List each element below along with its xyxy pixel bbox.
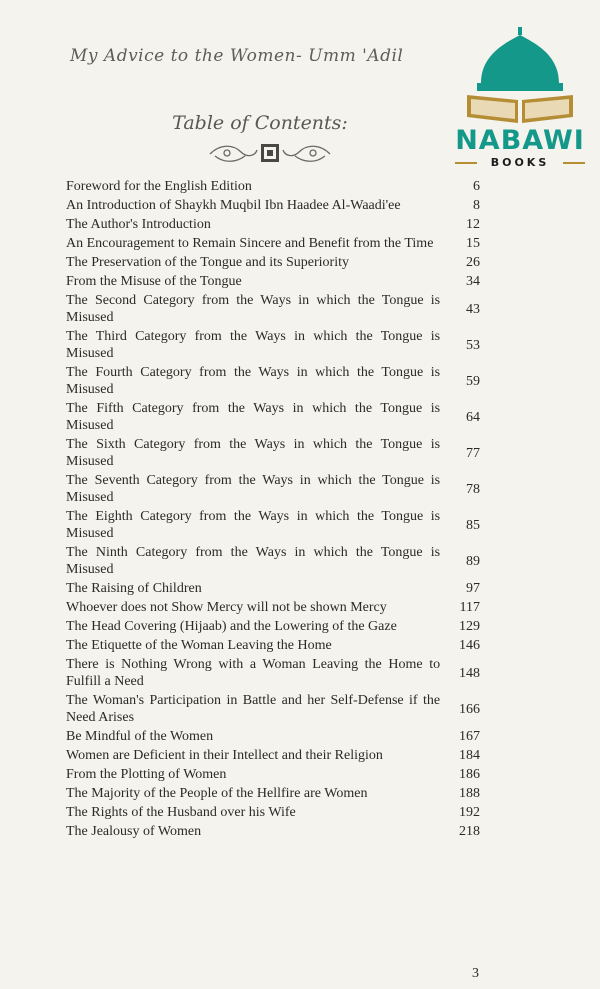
toc-entry[interactable] xyxy=(66,656,480,690)
toc-entry-title: There is Nothing Wrong with a Woman Leaving the Home to Fulfill a Need xyxy=(66,657,441,689)
toc-entry[interactable] xyxy=(66,216,480,233)
toc-entry-page: 12 xyxy=(466,217,480,232)
toc-entry-title: The Majority of the People of the Hellfire are Women xyxy=(66,786,368,801)
toc-entry[interactable] xyxy=(66,292,480,326)
toc-entry[interactable] xyxy=(66,618,480,635)
toc-entry-page: 15 xyxy=(466,236,480,251)
toc-entry[interactable] xyxy=(66,637,480,654)
toc-entry-page: 64 xyxy=(466,409,480,425)
toc-entry[interactable] xyxy=(66,254,480,271)
toc-entry-page: 77 xyxy=(466,445,480,461)
toc-entry-page: 117 xyxy=(459,600,480,615)
toc-entry-title: The Author's Introduction xyxy=(66,217,211,232)
toc-entry-title: The Third Category from the Ways in which the Tongue is Misused xyxy=(66,329,441,361)
toc-entry[interactable] xyxy=(66,400,480,434)
toc-entry-page: 8 xyxy=(473,198,480,213)
toc-entry-page: 184 xyxy=(459,748,480,763)
toc-entry[interactable] xyxy=(66,235,480,252)
toc-entry-page: 218 xyxy=(459,824,480,839)
running-header: My Advice to the Women- Umm 'Adil xyxy=(70,46,404,66)
toc-entry-page: 148 xyxy=(459,665,480,681)
toc-entry-title: The Sixth Category from the Ways in which the Tongue is Misused xyxy=(66,437,441,469)
toc-entry-page: 85 xyxy=(466,517,480,533)
toc-entry-page: 97 xyxy=(466,581,480,596)
nabawi-books-logo xyxy=(455,25,585,170)
toc-entry-title: The Rights of the Husband over his Wife xyxy=(66,805,296,820)
toc-entry[interactable] xyxy=(66,692,480,726)
toc-entry-title: The Woman's Participation in Battle and her Self-Defense if the Need Arises xyxy=(66,693,441,725)
toc-entry-page: 146 xyxy=(459,638,480,653)
toc-entry[interactable] xyxy=(66,328,480,362)
toc-entry-title: The Head Covering (Hijaab) and the Lowering of the Gaze xyxy=(66,619,397,634)
toc-entry-title: The Second Category from the Ways in which the Tongue is Misused xyxy=(66,293,441,325)
toc-entry[interactable] xyxy=(66,508,480,542)
toc-entry-title: The Preservation of the Tongue and its Superiority xyxy=(66,255,349,270)
toc-entry[interactable] xyxy=(66,580,480,597)
toc-entry-title: The Jealousy of Women xyxy=(66,824,202,839)
toc-entry-title: The Fifth Category from the Ways in which the Tongue is Misused xyxy=(66,401,441,433)
toc-entry-page: 6 xyxy=(473,179,480,194)
toc-entry[interactable] xyxy=(66,766,480,783)
toc-entry-page: 192 xyxy=(459,805,480,820)
toc-entry-title: From the Plotting of Women xyxy=(66,767,227,782)
page-number: 3 xyxy=(472,966,479,981)
toc-entry[interactable] xyxy=(66,436,480,470)
flourish-ornament-icon xyxy=(205,140,335,166)
toc-entry[interactable] xyxy=(66,273,480,290)
toc-entry-title: Be Mindful of the Women xyxy=(66,729,214,744)
toc-entry-title: The Fourth Category from the Ways in which the Tongue is Misused xyxy=(66,365,441,397)
toc-entry-title: The Etiquette of the Woman Leaving the Home xyxy=(66,638,332,653)
logo-name: NABAWI xyxy=(455,125,585,156)
mosque-book-icon xyxy=(455,25,585,125)
toc-entry-page: 26 xyxy=(466,255,480,270)
logo-divider-right xyxy=(563,162,585,164)
toc-entry-title: Whoever does not Show Mercy will not be shown Mercy xyxy=(66,600,387,615)
toc-entry-page: 78 xyxy=(466,481,480,497)
toc-entry-page: 186 xyxy=(459,767,480,782)
toc-list xyxy=(66,178,480,842)
toc-entry-title: The Seventh Category from the Ways in which the Tongue is Misused xyxy=(66,473,441,505)
toc-entry-title: An Encouragement to Remain Sincere and Benefit from the Time xyxy=(66,236,434,251)
toc-entry-title: From the Misuse of the Tongue xyxy=(66,274,242,289)
toc-entry-page: 89 xyxy=(466,553,480,569)
toc-entry-title: Foreword for the English Edition xyxy=(66,179,252,194)
toc-entry-title: An Introduction of Shaykh Muqbil Ibn Haadee Al-Waadi'ee xyxy=(66,198,401,213)
toc-title: Table of Contents: xyxy=(172,112,348,134)
toc-entry[interactable] xyxy=(66,728,480,745)
toc-entry[interactable] xyxy=(66,364,480,398)
toc-entry[interactable] xyxy=(66,785,480,802)
toc-entry-page: 167 xyxy=(459,729,480,744)
toc-entry[interactable] xyxy=(66,599,480,616)
toc-entry[interactable] xyxy=(66,472,480,506)
toc-entry-page: 34 xyxy=(466,274,480,289)
toc-entry[interactable] xyxy=(66,747,480,764)
toc-entry-page: 188 xyxy=(459,786,480,801)
toc-entry-page: 53 xyxy=(466,337,480,353)
toc-entry-title: The Ninth Category from the Ways in which the Tongue is Misused xyxy=(66,545,441,577)
toc-entry-page: 43 xyxy=(466,301,480,317)
logo-subtitle: BOOKS xyxy=(490,156,550,169)
toc-entry[interactable] xyxy=(66,823,480,840)
toc-entry-page: 166 xyxy=(459,701,480,717)
toc-entry-title: Women are Deficient in their Intellect and their Religion xyxy=(66,748,383,763)
toc-entry[interactable] xyxy=(66,544,480,578)
toc-entry-page: 59 xyxy=(466,373,480,389)
toc-entry-page: 129 xyxy=(459,619,480,634)
toc-entry-title: The Raising of Children xyxy=(66,581,202,596)
toc-entry[interactable] xyxy=(66,804,480,821)
toc-entry[interactable] xyxy=(66,178,480,195)
toc-entry-title: The Eighth Category from the Ways in which the Tongue is Misused xyxy=(66,509,441,541)
toc-entry[interactable] xyxy=(66,197,480,214)
